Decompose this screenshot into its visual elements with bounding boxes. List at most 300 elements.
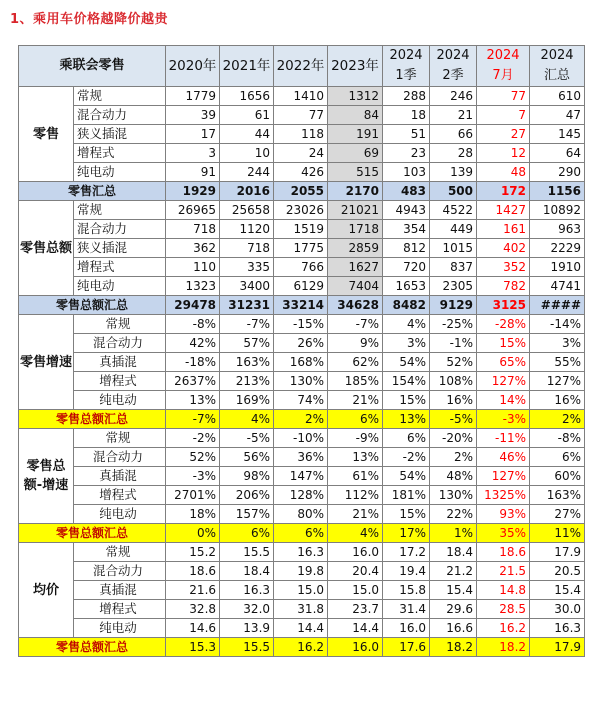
- data-cell: 1656: [220, 87, 274, 106]
- data-cell: 54%: [383, 467, 430, 486]
- data-cell: 352: [477, 258, 530, 277]
- row-label: 常规: [74, 429, 166, 448]
- data-cell: -2%: [166, 429, 220, 448]
- data-cell: -7%: [220, 315, 274, 334]
- summary-cell: 2%: [274, 410, 328, 429]
- data-cell: 110: [166, 258, 220, 277]
- summary-row: [19, 524, 585, 543]
- data-cell: 31.4: [383, 600, 430, 619]
- summary-cell: 17%: [383, 524, 430, 543]
- table-row: [19, 429, 585, 448]
- data-cell: 14.8: [477, 581, 530, 600]
- row-label: 狭义插混: [74, 125, 166, 144]
- group-label: 零售增速: [19, 315, 74, 410]
- data-cell: 7: [477, 106, 530, 125]
- data-cell: 20.5: [530, 562, 585, 581]
- table-row: [19, 220, 585, 239]
- column-header-year: 2024: [530, 46, 585, 67]
- data-cell: 32.8: [166, 600, 220, 619]
- column-header-period: 7月: [477, 66, 530, 87]
- data-cell: 56%: [220, 448, 274, 467]
- data-cell: 127%: [477, 372, 530, 391]
- data-cell: 18.4: [220, 562, 274, 581]
- summary-cell: 172: [477, 182, 530, 201]
- data-cell: 191: [328, 125, 383, 144]
- row-label: 常规: [74, 543, 166, 562]
- data-cell: 23.7: [328, 600, 383, 619]
- data-cell: 25658: [220, 201, 274, 220]
- data-cell: 13%: [166, 391, 220, 410]
- data-cell: 1627: [328, 258, 383, 277]
- data-cell: 54%: [383, 353, 430, 372]
- summary-cell: 17.6: [383, 638, 430, 657]
- data-cell: 610: [530, 87, 585, 106]
- row-label: 真插混: [74, 467, 166, 486]
- data-cell: 127%: [530, 372, 585, 391]
- summary-cell: 0%: [166, 524, 220, 543]
- data-cell: -8%: [530, 429, 585, 448]
- data-cell: 14.6: [166, 619, 220, 638]
- column-header-year: 2024: [383, 46, 430, 67]
- row-label: 混合动力: [74, 448, 166, 467]
- data-cell: 48%: [430, 467, 477, 486]
- row-label: 增程式: [74, 258, 166, 277]
- data-cell: 206%: [220, 486, 274, 505]
- data-cell: 93%: [477, 505, 530, 524]
- data-cell: 1312: [328, 87, 383, 106]
- data-cell: -9%: [328, 429, 383, 448]
- data-cell: 23: [383, 144, 430, 163]
- data-cell: 244: [220, 163, 274, 182]
- data-cell: 42%: [166, 334, 220, 353]
- data-cell: 161: [477, 220, 530, 239]
- data-cell: 55%: [530, 353, 585, 372]
- table-row: [19, 87, 585, 106]
- data-cell: 15.4: [430, 581, 477, 600]
- table-row: [19, 600, 585, 619]
- data-cell: 163%: [530, 486, 585, 505]
- column-header: 2023年: [328, 46, 383, 87]
- data-cell: 21.6: [166, 581, 220, 600]
- table-row: [19, 543, 585, 562]
- data-cell: 6129: [274, 277, 328, 296]
- data-cell: 14.4: [274, 619, 328, 638]
- data-cell: 14%: [477, 391, 530, 410]
- summary-cell: ####: [530, 296, 585, 315]
- summary-cell: 6%: [328, 410, 383, 429]
- row-label: 纯电动: [74, 619, 166, 638]
- table-row: [19, 448, 585, 467]
- data-cell: 39: [166, 106, 220, 125]
- table-row: [19, 239, 585, 258]
- data-cell: 130%: [274, 372, 328, 391]
- data-cell: 168%: [274, 353, 328, 372]
- data-cell: 515: [328, 163, 383, 182]
- summary-cell: 15.3: [166, 638, 220, 657]
- data-cell: 4741: [530, 277, 585, 296]
- data-cell: 16.3: [274, 543, 328, 562]
- table-row: [19, 505, 585, 524]
- summary-cell: 1%: [430, 524, 477, 543]
- data-cell: 17.9: [530, 543, 585, 562]
- data-cell: -3%: [166, 467, 220, 486]
- row-label: 常规: [74, 315, 166, 334]
- data-cell: 21021: [328, 201, 383, 220]
- data-cell: 16.3: [530, 619, 585, 638]
- row-label: 真插混: [74, 581, 166, 600]
- table-row: [19, 201, 585, 220]
- data-cell: 9%: [328, 334, 383, 353]
- data-cell: 21%: [328, 391, 383, 410]
- summary-cell: 2170: [328, 182, 383, 201]
- data-cell: 10: [220, 144, 274, 163]
- data-cell: 26965: [166, 201, 220, 220]
- data-cell: 2305: [430, 277, 477, 296]
- data-cell: 108%: [430, 372, 477, 391]
- data-cell: 31.8: [274, 600, 328, 619]
- data-cell: -20%: [430, 429, 477, 448]
- data-cell: -1%: [430, 334, 477, 353]
- summary-cell: 3125: [477, 296, 530, 315]
- data-cell: 2859: [328, 239, 383, 258]
- summary-cell: 16.0: [328, 638, 383, 657]
- table-title: 乘联会零售: [19, 46, 166, 87]
- data-cell: 402: [477, 239, 530, 258]
- summary-cell: 1929: [166, 182, 220, 201]
- data-cell: 449: [430, 220, 477, 239]
- table-row: [19, 486, 585, 505]
- summary-cell: 500: [430, 182, 477, 201]
- data-cell: 128%: [274, 486, 328, 505]
- data-cell: 19.4: [383, 562, 430, 581]
- row-label: 混合动力: [74, 562, 166, 581]
- row-label: 混合动力: [74, 106, 166, 125]
- table-row: [19, 581, 585, 600]
- column-header: 2021年: [220, 46, 274, 87]
- data-cell: -15%: [274, 315, 328, 334]
- data-cell: 130%: [430, 486, 477, 505]
- summary-cell: 2016: [220, 182, 274, 201]
- data-cell: 66: [430, 125, 477, 144]
- data-cell: 1910: [530, 258, 585, 277]
- data-cell: 28.5: [477, 600, 530, 619]
- table-row: [19, 277, 585, 296]
- data-cell: 837: [430, 258, 477, 277]
- data-cell: 163%: [220, 353, 274, 372]
- data-cell: 18%: [166, 505, 220, 524]
- data-cell: 20.4: [328, 562, 383, 581]
- row-label: 纯电动: [74, 277, 166, 296]
- header-row: [19, 46, 585, 67]
- data-cell: 147%: [274, 467, 328, 486]
- data-cell: 963: [530, 220, 585, 239]
- data-cell: 154%: [383, 372, 430, 391]
- data-cell: 74%: [274, 391, 328, 410]
- data-cell: 718: [220, 239, 274, 258]
- summary-cell: 483: [383, 182, 430, 201]
- summary-cell: 2%: [530, 410, 585, 429]
- data-cell: 57%: [220, 334, 274, 353]
- data-cell: 3: [166, 144, 220, 163]
- summary-label: 零售总额汇总: [19, 296, 166, 315]
- data-cell: 7404: [328, 277, 383, 296]
- data-cell: 246: [430, 87, 477, 106]
- summary-cell: 18.2: [477, 638, 530, 657]
- summary-cell: -3%: [477, 410, 530, 429]
- data-cell: 16.0: [328, 543, 383, 562]
- row-label: 纯电动: [74, 163, 166, 182]
- data-cell: 27: [477, 125, 530, 144]
- data-cell: 16%: [430, 391, 477, 410]
- data-cell: 112%: [328, 486, 383, 505]
- summary-cell: 8482: [383, 296, 430, 315]
- data-cell: 2%: [430, 448, 477, 467]
- data-cell: 720: [383, 258, 430, 277]
- table-row: [19, 144, 585, 163]
- data-cell: 18.4: [430, 543, 477, 562]
- data-cell: 61%: [328, 467, 383, 486]
- column-header: 2022年: [274, 46, 328, 87]
- data-cell: 362: [166, 239, 220, 258]
- table-row: [19, 467, 585, 486]
- row-label: 增程式: [74, 486, 166, 505]
- data-cell: 4943: [383, 201, 430, 220]
- retail-table-container: [18, 45, 585, 657]
- table-row: [19, 334, 585, 353]
- summary-row: [19, 296, 585, 315]
- row-label: 混合动力: [74, 220, 166, 239]
- summary-row: [19, 410, 585, 429]
- row-label: 混合动力: [74, 334, 166, 353]
- summary-cell: -5%: [430, 410, 477, 429]
- data-cell: 62%: [328, 353, 383, 372]
- table-row: [19, 315, 585, 334]
- data-cell: 10892: [530, 201, 585, 220]
- data-cell: 1779: [166, 87, 220, 106]
- data-cell: 288: [383, 87, 430, 106]
- data-cell: 16.2: [477, 619, 530, 638]
- data-cell: 354: [383, 220, 430, 239]
- data-cell: -5%: [220, 429, 274, 448]
- data-cell: 157%: [220, 505, 274, 524]
- summary-cell: 6%: [274, 524, 328, 543]
- data-cell: 12: [477, 144, 530, 163]
- data-cell: 1120: [220, 220, 274, 239]
- data-cell: 69: [328, 144, 383, 163]
- data-cell: 44: [220, 125, 274, 144]
- summary-cell: 33214: [274, 296, 328, 315]
- summary-cell: 4%: [220, 410, 274, 429]
- row-label: 真插混: [74, 353, 166, 372]
- data-cell: 16.6: [430, 619, 477, 638]
- data-cell: 21.5: [477, 562, 530, 581]
- data-cell: 13.9: [220, 619, 274, 638]
- data-cell: 77: [274, 106, 328, 125]
- summary-cell: 13%: [383, 410, 430, 429]
- data-cell: 60%: [530, 467, 585, 486]
- data-cell: 18: [383, 106, 430, 125]
- data-cell: 21: [430, 106, 477, 125]
- data-cell: 4%: [383, 315, 430, 334]
- row-label: 纯电动: [74, 505, 166, 524]
- data-cell: 426: [274, 163, 328, 182]
- data-cell: 13%: [328, 448, 383, 467]
- summary-cell: 4%: [328, 524, 383, 543]
- summary-cell: 1156: [530, 182, 585, 201]
- data-cell: 718: [166, 220, 220, 239]
- data-cell: 98%: [220, 467, 274, 486]
- data-cell: 127%: [477, 467, 530, 486]
- data-cell: 6%: [530, 448, 585, 467]
- data-cell: 2637%: [166, 372, 220, 391]
- summary-cell: 34628: [328, 296, 383, 315]
- summary-cell: 9129: [430, 296, 477, 315]
- summary-cell: 17.9: [530, 638, 585, 657]
- data-cell: 139: [430, 163, 477, 182]
- data-cell: 1775: [274, 239, 328, 258]
- data-cell: 22%: [430, 505, 477, 524]
- data-cell: 18.6: [477, 543, 530, 562]
- data-cell: 15%: [477, 334, 530, 353]
- table-row: [19, 125, 585, 144]
- data-cell: 181%: [383, 486, 430, 505]
- data-cell: 15.5: [220, 543, 274, 562]
- data-cell: -11%: [477, 429, 530, 448]
- table-body: [19, 46, 585, 657]
- data-cell: 15.0: [328, 581, 383, 600]
- data-cell: 18.6: [166, 562, 220, 581]
- data-cell: 1427: [477, 201, 530, 220]
- data-cell: 23026: [274, 201, 328, 220]
- data-cell: 19.8: [274, 562, 328, 581]
- row-label: 纯电动: [74, 391, 166, 410]
- data-cell: 80%: [274, 505, 328, 524]
- summary-label: 零售总额汇总: [19, 638, 166, 657]
- data-cell: 46%: [477, 448, 530, 467]
- data-cell: 84: [328, 106, 383, 125]
- data-cell: 1519: [274, 220, 328, 239]
- data-cell: 169%: [220, 391, 274, 410]
- table-row: [19, 391, 585, 410]
- column-header-period: 2季: [430, 66, 477, 87]
- data-cell: 1325%: [477, 486, 530, 505]
- data-cell: 766: [274, 258, 328, 277]
- summary-cell: -7%: [166, 410, 220, 429]
- data-cell: 185%: [328, 372, 383, 391]
- data-cell: 15.0: [274, 581, 328, 600]
- data-cell: 15%: [383, 391, 430, 410]
- data-cell: 32.0: [220, 600, 274, 619]
- data-cell: 21.2: [430, 562, 477, 581]
- data-cell: 812: [383, 239, 430, 258]
- data-cell: 1653: [383, 277, 430, 296]
- data-cell: 17.2: [383, 543, 430, 562]
- summary-cell: 15.5: [220, 638, 274, 657]
- data-cell: 145: [530, 125, 585, 144]
- data-cell: 4522: [430, 201, 477, 220]
- data-cell: 3%: [530, 334, 585, 353]
- summary-cell: 18.2: [430, 638, 477, 657]
- data-cell: 2229: [530, 239, 585, 258]
- data-cell: 15.2: [166, 543, 220, 562]
- data-cell: 1410: [274, 87, 328, 106]
- data-cell: 28: [430, 144, 477, 163]
- table-row: [19, 372, 585, 391]
- summary-row: [19, 638, 585, 657]
- row-label: 常规: [74, 87, 166, 106]
- data-cell: 213%: [220, 372, 274, 391]
- data-cell: 51: [383, 125, 430, 144]
- data-cell: 1015: [430, 239, 477, 258]
- row-label: 常规: [74, 201, 166, 220]
- column-header-period: 汇总: [530, 66, 585, 87]
- data-cell: 77: [477, 87, 530, 106]
- data-cell: 290: [530, 163, 585, 182]
- data-cell: 26%: [274, 334, 328, 353]
- data-cell: 15%: [383, 505, 430, 524]
- data-cell: 15.4: [530, 581, 585, 600]
- column-header-period: 1季: [383, 66, 430, 87]
- data-cell: 1718: [328, 220, 383, 239]
- data-cell: 52%: [166, 448, 220, 467]
- group-label: 零售总额: [19, 201, 74, 296]
- data-cell: 16.3: [220, 581, 274, 600]
- data-cell: 103: [383, 163, 430, 182]
- data-cell: 61: [220, 106, 274, 125]
- data-cell: 36%: [274, 448, 328, 467]
- table-row: [19, 163, 585, 182]
- data-cell: 14.4: [328, 619, 383, 638]
- data-cell: 29.6: [430, 600, 477, 619]
- group-label: 零售总额-增速: [19, 429, 74, 524]
- summary-cell: 31231: [220, 296, 274, 315]
- data-cell: -2%: [383, 448, 430, 467]
- data-cell: 782: [477, 277, 530, 296]
- data-cell: 335: [220, 258, 274, 277]
- summary-label: 零售总额汇总: [19, 524, 166, 543]
- summary-cell: 2055: [274, 182, 328, 201]
- data-cell: 64: [530, 144, 585, 163]
- column-header-year: 2024: [430, 46, 477, 67]
- row-label: 狭义插混: [74, 239, 166, 258]
- summary-label: 零售总额汇总: [19, 410, 166, 429]
- data-cell: 17: [166, 125, 220, 144]
- data-cell: -10%: [274, 429, 328, 448]
- summary-cell: 11%: [530, 524, 585, 543]
- data-cell: 30.0: [530, 600, 585, 619]
- data-cell: -28%: [477, 315, 530, 334]
- table-row: [19, 353, 585, 372]
- data-cell: 118: [274, 125, 328, 144]
- data-cell: 3400: [220, 277, 274, 296]
- summary-cell: 35%: [477, 524, 530, 543]
- data-cell: 2701%: [166, 486, 220, 505]
- data-cell: -7%: [328, 315, 383, 334]
- group-label: 零售: [19, 87, 74, 182]
- summary-cell: 29478: [166, 296, 220, 315]
- data-cell: 15.8: [383, 581, 430, 600]
- summary-cell: 6%: [220, 524, 274, 543]
- data-cell: -8%: [166, 315, 220, 334]
- data-cell: -14%: [530, 315, 585, 334]
- column-header-year: 2024: [477, 46, 530, 67]
- table-row: [19, 619, 585, 638]
- row-label: 增程式: [74, 372, 166, 391]
- data-cell: -25%: [430, 315, 477, 334]
- data-cell: 52%: [430, 353, 477, 372]
- table-row: [19, 562, 585, 581]
- data-cell: 16%: [530, 391, 585, 410]
